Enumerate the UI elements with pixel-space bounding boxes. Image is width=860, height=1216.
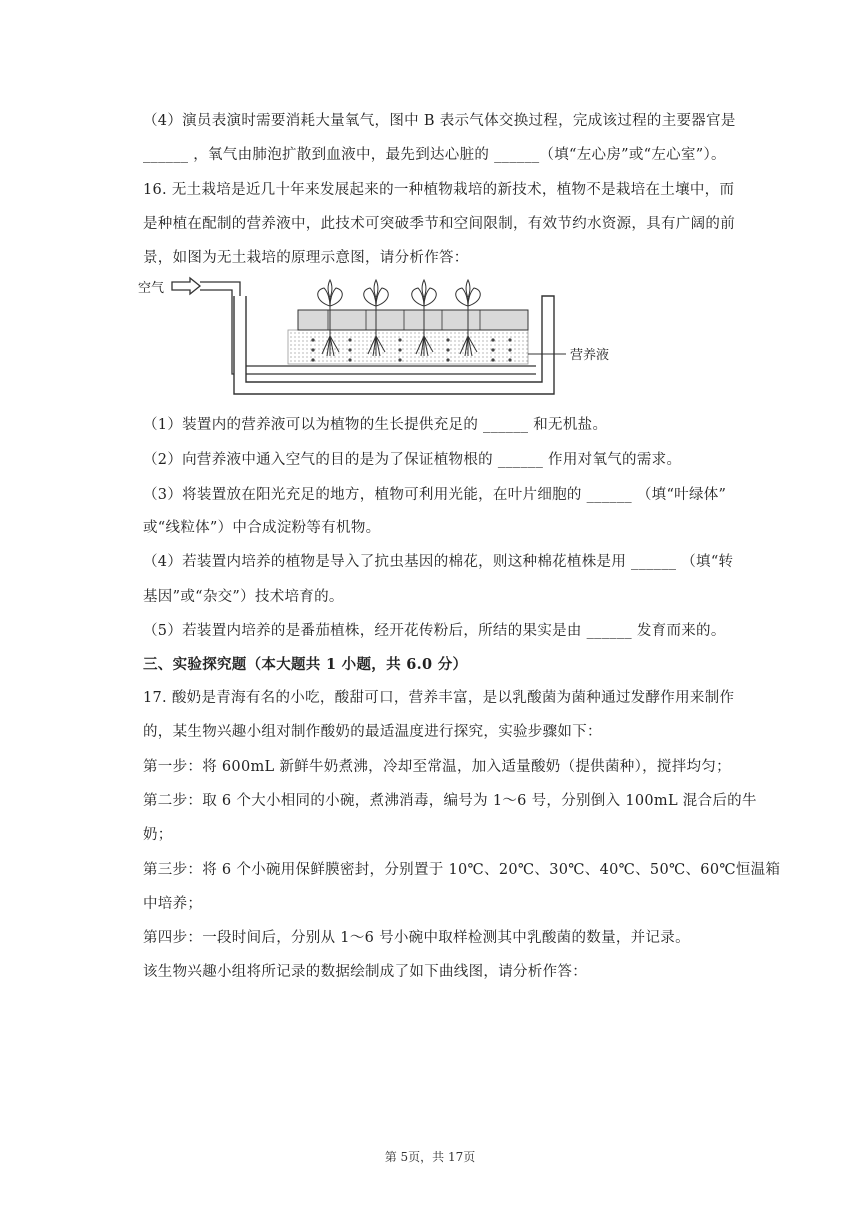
- q17-step2-line2: 奶；: [143, 827, 173, 843]
- section-heading: 三、实验探究题（本大题共 1 小题，共 6.0 分）: [143, 656, 468, 673]
- q16-1: （1）装置内的营养液可以为植物的生长提供充足的 ______ 和无机盐。: [143, 417, 608, 433]
- q17-step4: 第四步：一段时间后，分别从 1～6 号小碗中取样检测其中乳酸菌的数量，并记录。: [143, 930, 690, 946]
- solution-label: 营养液: [570, 347, 610, 362]
- q16-3-line1: （3）将装置放在阳光充足的地方，植物可利用光能，在叶片细胞的 ______ （填“叶绿体”: [143, 487, 727, 503]
- q17-stem-line1: 17. 酸奶是青海有名的小吃，酸甜可口，营养丰富，是以乳酸菌为菌种通过发酵作用来制作: [143, 690, 735, 706]
- q16-stem-line2: 是种植在配制的营养液中，此技术可突破季节和空间限制，有效节约水资源，具有广阔的前: [143, 216, 735, 232]
- q17-step3-line2: 中培养；: [143, 896, 203, 912]
- q17-step3-line1: 第三步：将 6 个小碗用保鲜膜密封，分别置于 10℃、20℃、30℃、40℃、50℃、60℃恒温箱: [143, 862, 781, 878]
- q16-4-line1: （4）若装置内培养的植物是导入了抗虫基因的棉花，则这种棉花植株是用 ______ （填“转: [143, 554, 734, 570]
- page-footer: 第 5页，共 17页: [384, 1150, 476, 1164]
- q16-stem-line3: 景，如图为无土栽培的原理示意图，请分析作答：: [143, 250, 469, 266]
- q15-4-line1: （4）演员表演时需要消耗大量氧气，图中 B 表示气体交换过程，完成该过程的主要器官是: [143, 113, 736, 129]
- q16-3-line2: 或“线粒体”）中合成淀粉等有机物。: [143, 520, 381, 536]
- diagram-svg: [138, 276, 638, 400]
- q17-chart-intro: 该生物兴趣小组将所记录的数据绘制成了如下曲线图，请分析作答：: [143, 964, 587, 980]
- air-label: 空气: [138, 280, 165, 295]
- floating-board: [298, 310, 528, 330]
- q17-step2-line1: 第二步：取 6 个大小相同的小碗，煮沸消毒，编号为 1～6 号，分别倒入 100mL 混合后的牛: [143, 793, 757, 809]
- q17-step1: 第一步：将 600mL 新鲜牛奶煮沸，冷却至常温，加入适量酸奶（提供菌种），搅拌均匀；: [143, 759, 731, 775]
- q17-stem-line2: 的，某生物兴趣小组对制作酸奶的最适温度进行探究，实验步骤如下：: [143, 724, 602, 740]
- q16-2: （2）向营养液中通入空气的目的是为了保证植物根的 ______ 作用对氧气的需求。: [143, 452, 682, 468]
- q16-5: （5）若装置内培养的是番茄植株，经开花传粉后，所结的果实是由 ______ 发育而来的。: [143, 623, 726, 639]
- air-arrow-icon: [172, 278, 200, 294]
- q15-4-line2: ______ ，氧气由肺泡扩散到血液中，最先到达心脏的 ______（填“左心房”或“左心室”）。: [143, 147, 726, 163]
- q16-4-line2: 基因”或“杂交”）技术培育的。: [143, 589, 344, 605]
- q16-stem-line1: 16. 无土栽培是近几十年来发展起来的一种植物栽培的新技术，植物不是栽培在土壤中，而: [143, 182, 735, 198]
- soilless-cultivation-diagram: [138, 276, 638, 400]
